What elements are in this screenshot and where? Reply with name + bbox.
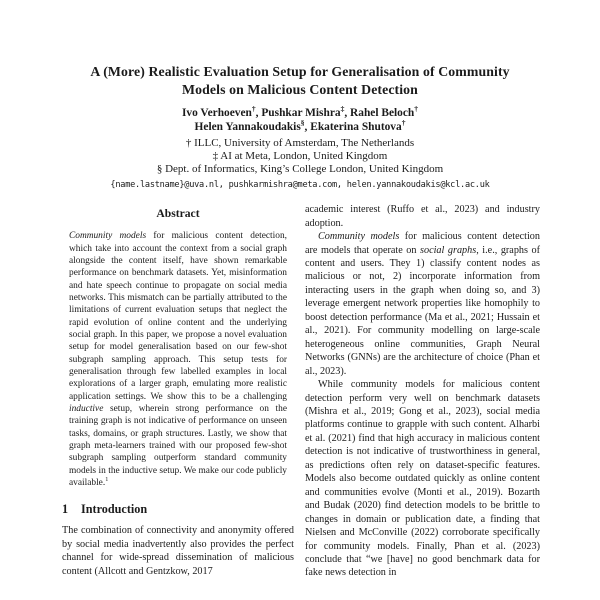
right-col-paragraph-1: academic interest (Ruffo et al., 2023) and industry adoption. (305, 204, 540, 229)
left-column (62, 203, 294, 580)
affiliations-block (0, 137, 600, 176)
right-column (305, 203, 540, 580)
right-col-paragraph-2: Community models for malicious content detection are models that operate on social graphs, i.e., graphs of content and users. They 1) classify content nodes as malicious or not, 2) incorporate information from interacting users in the graph when doing so, and 3) leverage emergent network properties like homophily to boost detection performance (Ma et al., 2021; Hussain et al., 2021). For community modelling on large-scale heterogeneous online communities, Graph Neural Networks (GNNs) are the architecture of choice (Phan et al., 2023). (305, 231, 541, 377)
section-number: 1 (62, 502, 69, 517)
author-line-1: Ivo Verhoeven†, Pushkar Mishra‡, Rahel Beloch† (181, 104, 419, 120)
affiliation-kcl: § Dept. of Informatics, King’s College London, United Kingdom (156, 163, 444, 176)
affiliation-illc: † ILLC, University of Amsterdam, The Netherlands (185, 137, 415, 150)
section-heading-introduction (62, 502, 294, 517)
intro-paragraph: The combination of connectivity and anonymity offered by social media inadvertently also provides the perfect channel for wide-spread dissemination of malicious content (Allcott and Gentzkow, 2017 (62, 525, 294, 577)
abstract-text: Community models for malicious content detection, which take into account the context from a social graph alongside the content itself, have shown remarkable performance on benchmark datasets. Yet, misinformation and hate speech continue to propagate on social media networks. This mismatch can be partially attributed to the limitations of current evaluation setups that neglect the rapid evolution of online content and the underlying social graph. In this paper, we propose a novel evaluation setup for model generalisation based on our few-shot subgraph sampling approach. This setup tests for generalisation through few labelled examples in local explorations of a larger graph, emulating more realistic application settings. We show this to be a challenging inductive setup, wherein strong performance on the training graph is not indicative of performance on unseen tasks, domains, or graph structures. Lastly, we show that graph meta-learners trained with our proposed few-shot subgraph sampling outperform standard community models in the inductive setup. We make our code publicly available.$^1$ (69, 231, 287, 489)
affiliation-meta: ‡ AI at Meta, London, United Kingdom (212, 150, 388, 163)
right-col-paragraph-3: While community models for malicious content detection perform very well on benchmark datasets (Mishra et al., 2019; Gong et al., 2023), social media platforms continue to grapple with such content. Alharbi et al. (2021) find that high accuracy in malicious content detection is not indicative of trustworthiness in general, as predictions often rely on dataset-specific features. Models also become outdated quickly as online content and communities evolve (Monti et al., 2019). Bozarth and Budak (2020) find detection models to be brittle to changes in domain or publication date, a finding that Nielsen and McConville (2022) corroborate specifically for community models. Finally, Phan et al. (2023) conclude that “we [have] no good benchmark data for fake news detection in (305, 379, 540, 579)
authors-block (0, 106, 600, 134)
author-line-2: Helen Yannakoudakis§, Ekaterina Shutova† (194, 118, 406, 134)
abstract-heading: Abstract (156, 207, 200, 221)
author-emails: {name.lastname}@uva.nl, pushkarmishra@meta.com, helen.yannakoudakis@kcl.ac.uk (110, 180, 490, 191)
paper-title: A (More) Realistic Evaluation Setup for Generalisation of Community Models on Malicious Content Detection (90, 64, 510, 97)
section-title: Introduction (81, 502, 148, 517)
two-column-body (62, 203, 540, 580)
